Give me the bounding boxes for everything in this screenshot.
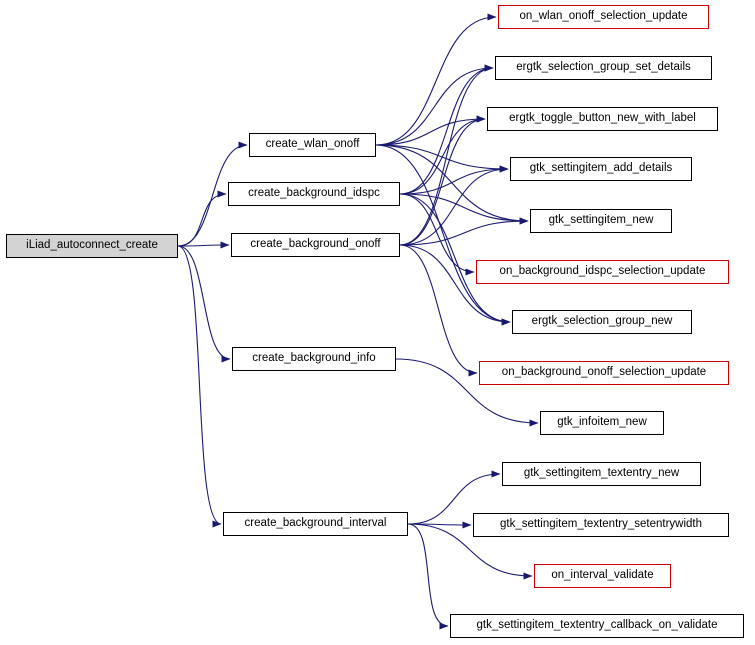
- graph-node-onoff_sel[interactable]: on_background_onoff_selection_update: [479, 361, 729, 385]
- graph-node-text_width[interactable]: gtk_settingitem_textentry_setentrywidth: [473, 513, 729, 537]
- graph-node-sel_details[interactable]: ergtk_selection_group_set_details: [495, 56, 712, 80]
- graph-node-interval_v[interactable]: on_interval_validate: [534, 564, 671, 588]
- edge-wlan_onoff-to-sel_details: [376, 68, 493, 145]
- graph-node-setting_new[interactable]: gtk_settingitem_new: [530, 209, 672, 233]
- graph-node-bg_idspc[interactable]: create_background_idspc: [228, 182, 400, 206]
- graph-node-add_details[interactable]: gtk_settingitem_add_details: [510, 157, 692, 181]
- edge-bg_idspc-to-selgrp_new: [400, 194, 510, 322]
- graph-node-text_cb[interactable]: gtk_settingitem_textentry_callback_on_validate: [450, 614, 744, 638]
- edge-wlan_onoff-to-wlan_sel: [376, 17, 496, 145]
- edge-root-to-bg_idspc: [178, 194, 226, 246]
- graph-node-infoitem[interactable]: gtk_infoitem_new: [540, 411, 664, 435]
- graph-node-wlan_sel[interactable]: on_wlan_onoff_selection_update: [498, 5, 709, 29]
- edge-bg_interval-to-text_cb: [408, 524, 448, 626]
- graph-node-toggle_new[interactable]: ergtk_toggle_button_new_with_label: [487, 107, 718, 131]
- edge-bg_onoff-to-onoff_sel: [400, 245, 477, 373]
- edge-bg_idspc-to-setting_new: [400, 194, 528, 221]
- edge-root-to-bg_info: [178, 246, 230, 359]
- graph-node-bg_info[interactable]: create_background_info: [232, 347, 396, 371]
- graph-node-bg_interval[interactable]: create_background_interval: [223, 512, 408, 536]
- graph-node-selgrp_new[interactable]: ergtk_selection_group_new: [512, 310, 692, 334]
- graph-node-root[interactable]: iLiad_autoconnect_create: [6, 234, 178, 258]
- edge-bg_onoff-to-toggle_new: [400, 119, 485, 245]
- edge-bg_onoff-to-add_details: [400, 169, 508, 245]
- graph-node-text_new[interactable]: gtk_settingitem_textentry_new: [502, 462, 701, 486]
- graph-node-bg_onoff[interactable]: create_background_onoff: [231, 233, 400, 257]
- graph-node-idspc_sel[interactable]: on_background_idspc_selection_update: [476, 260, 729, 284]
- graph-node-wlan_onoff[interactable]: create_wlan_onoff: [249, 133, 376, 157]
- edge-root-to-bg_interval: [178, 246, 221, 524]
